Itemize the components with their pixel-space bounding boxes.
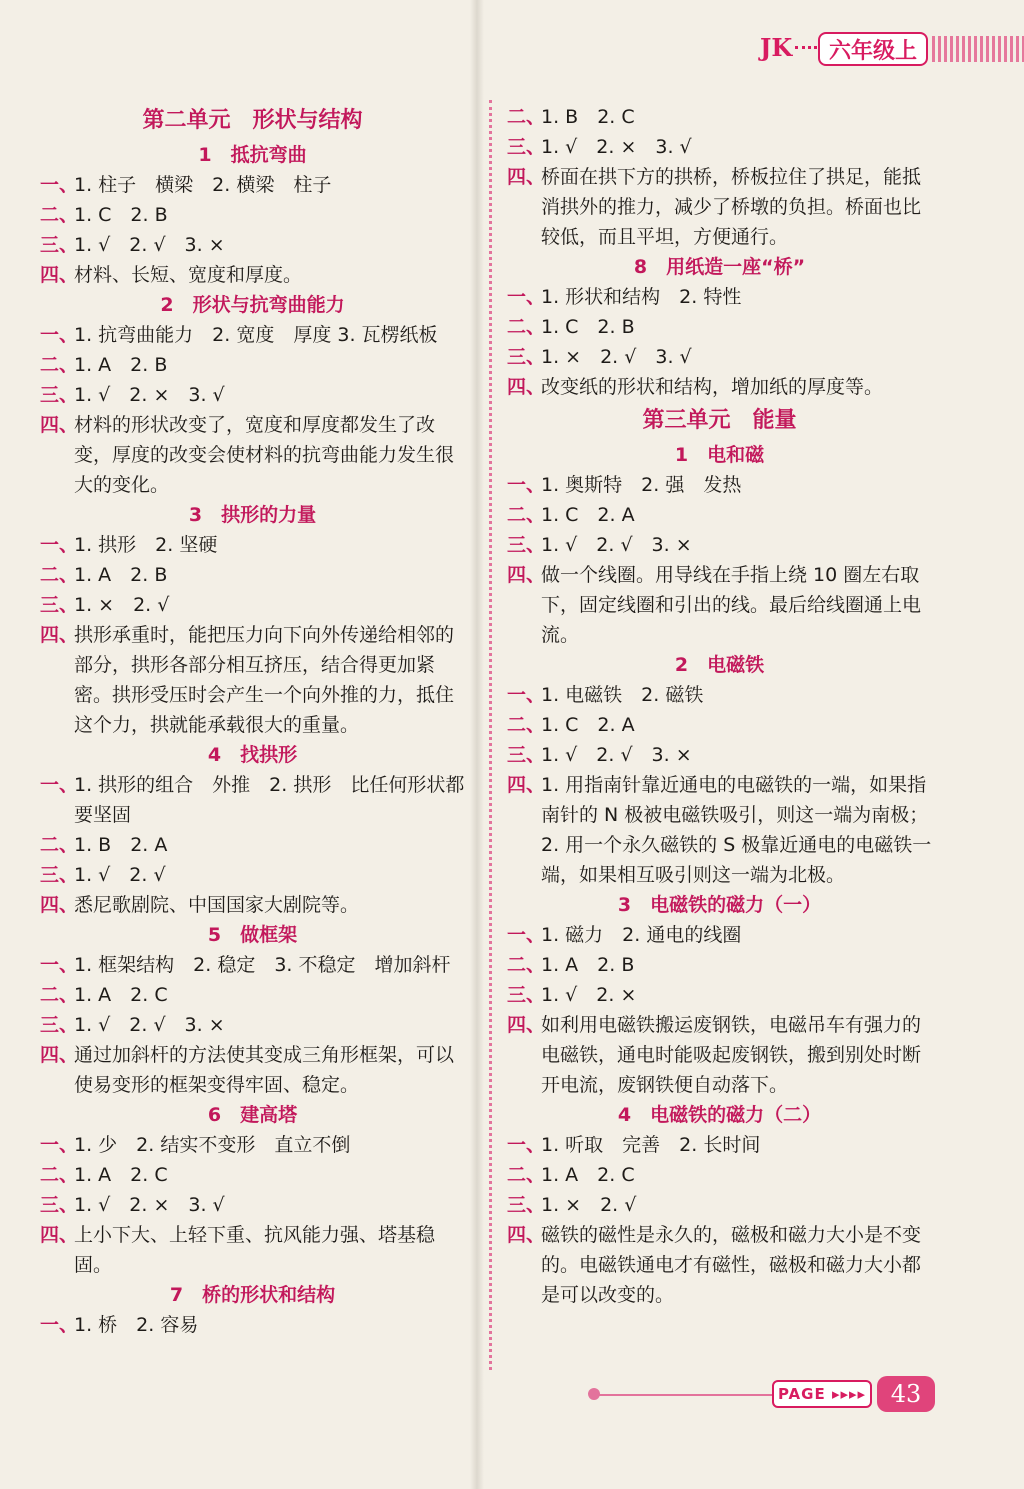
question-marker: 一、 (40, 534, 79, 556)
lesson-title: 3 拱形的力量 (188, 504, 317, 526)
question-marker: 三、 (507, 744, 546, 766)
answer-item (507, 1220, 932, 1310)
answer-text: 1. A 2. B (74, 354, 168, 376)
lesson-title: 8 用纸造一座“桥” (633, 256, 806, 278)
question-marker: 四、 (507, 564, 546, 586)
question-marker: 一、 (40, 174, 79, 196)
answer-text: 1. 听取 完善 2. 长时间 (541, 1134, 761, 1156)
answer-text: 做一个线圈。用导线在手指上绕 10 圈左右取下，固定线圈和引出的线。最后给线圈通上电流。 (541, 564, 922, 646)
question-marker: 二、 (507, 1164, 546, 1186)
answer-item (507, 920, 932, 950)
answer-text: 1. √ 2. √ 3. × (74, 234, 225, 256)
answer-item (507, 470, 932, 500)
question-marker: 二、 (40, 1164, 79, 1186)
answer-item (40, 170, 465, 200)
question-marker: 二、 (507, 106, 546, 128)
answer-item (40, 530, 465, 560)
series-label: JK (760, 33, 793, 62)
answer-text: 1. × 2. √ 3. √ (541, 346, 692, 368)
answer-item (40, 1130, 465, 1160)
answer-item (507, 1160, 932, 1190)
grade-badge: 六年级上 (818, 32, 928, 66)
lesson-title: 1 电和磁 (674, 444, 765, 466)
question-marker: 三、 (40, 1014, 79, 1036)
lesson-title: 5 做框架 (207, 924, 298, 946)
answer-item (507, 740, 932, 770)
right-column (507, 102, 932, 1310)
question-marker: 一、 (507, 924, 546, 946)
answer-text: 1. 框架结构 2. 稳定 3. 不稳定 增加斜杆 (74, 954, 451, 976)
question-marker: 四、 (507, 376, 546, 398)
question-marker: 二、 (40, 564, 79, 586)
question-marker: 二、 (507, 954, 546, 976)
page-fold (470, 0, 484, 1489)
lesson-title: 1 抵抗弯曲 (198, 144, 307, 166)
question-marker: 四、 (40, 1044, 79, 1066)
answer-text: 1. √ 2. √ 3. × (541, 534, 692, 556)
answer-item (507, 560, 932, 650)
question-marker: 二、 (507, 504, 546, 526)
answer-item (40, 200, 465, 230)
answer-text: 1. 用指南针靠近通电的电磁铁的一端，如果指南针的 N 极被电磁铁吸引，则这一端为南极；2. 用一个永久磁铁的 S 极靠近通电的电磁铁一端，如果相互吸引则这一端为北极。 (541, 774, 932, 886)
question-marker: 三、 (40, 234, 79, 256)
answer-item (40, 1220, 465, 1280)
answer-text: 1. 桥 2. 容易 (74, 1314, 199, 1336)
answer-text: 拱形承重时，能把压力向下向外传递给相邻的部分，拱形各部分相互挤压，结合得更加紧密。拱形受压时会产生一个向外推的力，抵住这个力，拱就能承载很大的重量。 (74, 624, 455, 736)
answer-item (40, 860, 465, 890)
answer-text: 1. √ 2. √ 3. × (74, 1014, 225, 1036)
answer-item (507, 282, 932, 312)
left-column (40, 102, 465, 1340)
answer-item (40, 410, 465, 500)
answer-text: 1. √ 2. × 3. √ (74, 384, 225, 406)
question-marker: 四、 (40, 414, 79, 436)
answer-text: 悉尼歌剧院、中国国家大剧院等。 (74, 894, 360, 916)
answer-text: 材料的形状改变了，宽度和厚度都发生了改变，厚度的改变会使材料的抗弯曲能力发生很大的变化。 (74, 414, 455, 496)
answer-text: 桥面在拱下方的拱桥，桥板拉住了拱足，能抵消拱外的推力，减少了桥墩的负担。桥面也比较低，而且平坦，方便通行。 (541, 166, 922, 248)
question-marker: 三、 (507, 1194, 546, 1216)
lesson-title: 7 桥的形状和结构 (169, 1284, 336, 1306)
answer-item (507, 950, 932, 980)
answer-text: 1. 抗弯曲能力 2. 宽度 厚度 3. 瓦楞纸板 (74, 324, 438, 346)
answer-text: 改变纸的形状和结构，增加纸的厚度等。 (541, 376, 884, 398)
answer-item (40, 1190, 465, 1220)
answer-item (40, 770, 465, 830)
lesson-title: 4 电磁铁的磁力（二） (617, 1104, 822, 1126)
page-number: 43 (877, 1376, 935, 1412)
question-marker: 二、 (507, 714, 546, 736)
question-marker: 四、 (507, 1014, 546, 1036)
question-marker: 一、 (40, 1134, 79, 1156)
answer-item (507, 710, 932, 740)
answer-item (40, 590, 465, 620)
answer-text: 1. A 2. C (74, 1164, 168, 1186)
answer-text: 1. 奥斯特 2. 强 发热 (541, 474, 742, 496)
page-label: PAGE ▸▸▸▸ (772, 1380, 872, 1408)
question-marker: 三、 (507, 346, 546, 368)
answer-item (507, 770, 932, 890)
question-marker: 一、 (40, 324, 79, 346)
question-marker: 二、 (507, 316, 546, 338)
question-marker: 二、 (40, 204, 79, 226)
question-marker: 一、 (40, 774, 79, 796)
answer-item (507, 102, 932, 132)
answer-text: 1. B 2. C (541, 106, 635, 128)
unit-title: 第三单元 能量 (642, 408, 797, 433)
answer-text: 1. √ 2. √ 3. × (541, 744, 692, 766)
answer-item (507, 500, 932, 530)
question-marker: 三、 (507, 534, 546, 556)
question-marker: 二、 (40, 984, 79, 1006)
lesson-title: 3 电磁铁的磁力（一） (617, 894, 822, 916)
lesson-title: 2 电磁铁 (674, 654, 765, 676)
answer-item (40, 980, 465, 1010)
answer-text: 1. A 2. C (74, 984, 168, 1006)
answer-item (40, 950, 465, 980)
answer-item (507, 1010, 932, 1100)
question-marker: 四、 (40, 264, 79, 286)
answer-item (507, 312, 932, 342)
answer-text: 1. C 2. B (74, 204, 168, 226)
header-dots (795, 46, 817, 49)
lesson-title: 4 找拱形 (207, 744, 298, 766)
answer-text: 1. √ 2. √ (74, 864, 166, 886)
answer-text: 上小下大、上轻下重、抗风能力强、塔基稳固。 (74, 1224, 436, 1276)
header-stripe (932, 36, 1024, 62)
question-marker: 四、 (40, 894, 79, 916)
answer-item (40, 1160, 465, 1190)
question-marker: 三、 (40, 594, 79, 616)
lesson-title: 2 形状与抗弯曲能力 (160, 294, 345, 316)
answer-item (40, 320, 465, 350)
answer-text: 1. 形状和结构 2. 特性 (541, 286, 742, 308)
answer-item (507, 1190, 932, 1220)
answer-text: 1. A 2. B (74, 564, 168, 586)
question-marker: 四、 (507, 774, 546, 796)
answer-text: 1. 磁力 2. 通电的线圈 (541, 924, 742, 946)
question-marker: 四、 (507, 1224, 546, 1246)
answer-text: 1. 少 2. 结实不变形 直立不倒 (74, 1134, 351, 1156)
answer-text: 1. C 2. B (541, 316, 635, 338)
question-marker: 四、 (40, 624, 79, 646)
answer-item (507, 980, 932, 1010)
answer-text: 1. √ 2. × 3. √ (74, 1194, 225, 1216)
footer-line (598, 1394, 778, 1396)
answer-text: 材料、长短、宽度和厚度。 (74, 264, 303, 286)
answer-text: 1. × 2. √ (541, 1194, 637, 1216)
answer-text: 1. A 2. B (541, 954, 635, 976)
answer-item (507, 680, 932, 710)
answer-item (40, 350, 465, 380)
answer-text: 1. 拱形 2. 坚硬 (74, 534, 218, 556)
answer-item (507, 132, 932, 162)
answer-item (40, 1040, 465, 1100)
question-marker: 一、 (507, 684, 546, 706)
question-marker: 二、 (40, 834, 79, 856)
question-marker: 一、 (40, 1314, 79, 1336)
question-marker: 四、 (40, 1224, 79, 1246)
answer-item (40, 560, 465, 590)
answer-text: 1. 拱形的组合 外推 2. 拱形 比任何形状都要坚固 (74, 774, 465, 826)
answer-item (507, 342, 932, 372)
answer-text: 1. 柱子 横梁 2. 横梁 柱子 (74, 174, 332, 196)
answer-text: 1. 电磁铁 2. 磁铁 (541, 684, 704, 706)
answer-item (507, 372, 932, 402)
lesson-title: 6 建高塔 (207, 1104, 298, 1126)
question-marker: 三、 (40, 864, 79, 886)
answer-item (40, 620, 465, 740)
answer-text: 1. C 2. A (541, 714, 635, 736)
unit-title: 第二单元 形状与结构 (142, 108, 363, 133)
question-marker: 一、 (507, 1134, 546, 1156)
question-marker: 三、 (40, 384, 79, 406)
answer-item (507, 1130, 932, 1160)
question-marker: 一、 (507, 474, 546, 496)
answer-item (40, 1010, 465, 1040)
answer-item (40, 380, 465, 410)
question-marker: 二、 (40, 354, 79, 376)
answer-text: 通过加斜杆的方法使其变成三角形框架，可以使易变形的框架变得牢固、稳定。 (74, 1044, 455, 1096)
question-marker: 三、 (507, 136, 546, 158)
answer-text: 1. B 2. A (74, 834, 168, 856)
answer-text: 如利用电磁铁搬运废钢铁，电磁吊车有强力的电磁铁，通电时能吸起废钢铁，搬到别处时断开电流，废钢铁便自动落下。 (541, 1014, 922, 1096)
answer-item (40, 230, 465, 260)
question-marker: 一、 (40, 954, 79, 976)
column-divider (489, 100, 492, 1370)
answer-item (40, 890, 465, 920)
question-marker: 三、 (507, 984, 546, 1006)
answer-item (40, 260, 465, 290)
question-marker: 一、 (507, 286, 546, 308)
question-marker: 四、 (507, 166, 546, 188)
question-marker: 三、 (40, 1194, 79, 1216)
answer-text: 1. C 2. A (541, 504, 635, 526)
answer-item (40, 1310, 465, 1340)
answer-text: 磁铁的磁性是永久的，磁极和磁力大小是不变的。电磁铁通电才有磁性，磁极和磁力大小都是可以改变的。 (541, 1224, 922, 1306)
answer-text: 1. √ 2. × 3. √ (541, 136, 692, 158)
answer-text: 1. A 2. C (541, 1164, 635, 1186)
answer-text: 1. × 2. √ (74, 594, 170, 616)
answer-text: 1. √ 2. × (541, 984, 637, 1006)
answer-item (507, 530, 932, 560)
answer-item (507, 162, 932, 252)
answer-item (40, 830, 465, 860)
